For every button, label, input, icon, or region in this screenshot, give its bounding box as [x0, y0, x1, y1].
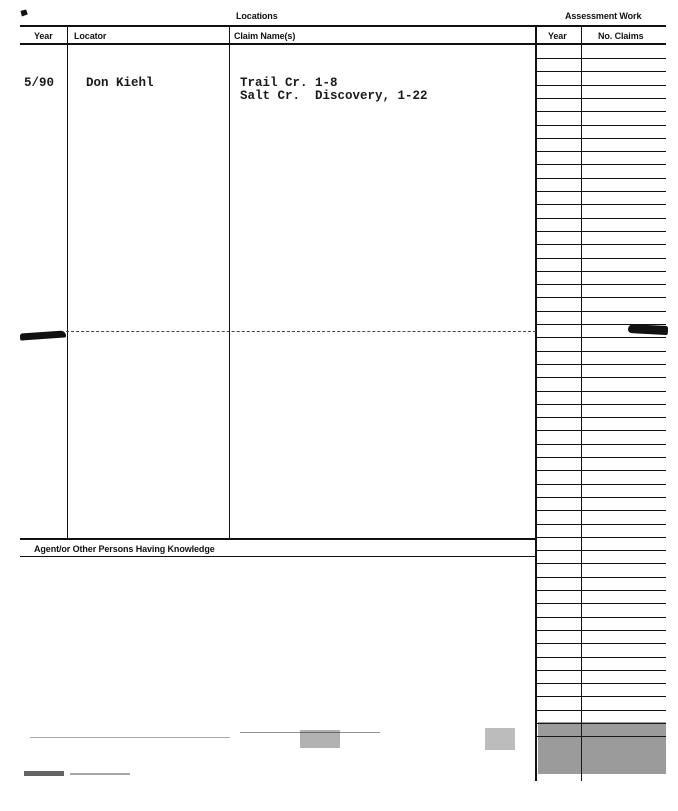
assessment-row-line: [536, 351, 666, 352]
assessment-row-line: [536, 657, 666, 658]
assessment-row-line: [536, 524, 666, 525]
assessment-row-line: [536, 297, 666, 298]
assessment-row-line: [536, 630, 666, 631]
assessment-row-line: [536, 85, 666, 86]
assessment-row-line: [536, 138, 666, 139]
locations-title: Locations: [236, 11, 278, 21]
assessment-row-line: [536, 696, 666, 697]
assessment-row-line: [536, 537, 666, 538]
header-bottom-rule: [20, 43, 666, 45]
assessment-row-line: [536, 470, 666, 471]
col-locator-header: Locator: [74, 31, 107, 41]
agent-top-rule: [20, 538, 536, 540]
col-year-header: Year: [34, 31, 53, 41]
col-no-claims-header: No. Claims: [598, 31, 644, 41]
assessment-row-line: [536, 218, 666, 219]
assessment-row-line: [536, 284, 666, 285]
assessment-row-line: [536, 430, 666, 431]
assessment-row-line: [536, 151, 666, 152]
assessment-row-line: [536, 670, 666, 671]
assessment-row-line: [536, 590, 666, 591]
assessment-row-line: [536, 710, 666, 711]
assessment-row-line: [536, 164, 666, 165]
scan-noise-bottom: [0, 720, 678, 811]
assessment-row-line: [536, 191, 666, 192]
header-top-rule: [20, 25, 666, 27]
fold-line: [66, 331, 536, 332]
assessment-row-line: [536, 337, 666, 338]
assessment-row-line: [536, 577, 666, 578]
assessment-row-line: [536, 377, 666, 378]
assessment-row-line: [536, 258, 666, 259]
record-year: 5/90: [24, 76, 55, 90]
assessment-row-line: [536, 404, 666, 405]
assessment-row-line: [536, 324, 666, 325]
assessment-row-line: [536, 497, 666, 498]
assessment-row-line: [536, 484, 666, 485]
fold-mark-left: [20, 330, 66, 340]
agent-bottom-rule: [20, 556, 536, 557]
assessment-row-line: [536, 391, 666, 392]
assessment-row-line: [536, 204, 666, 205]
assessment-row-line: [536, 244, 666, 245]
agent-section-label: Agent/or Other Persons Having Knowledge: [34, 544, 215, 554]
assessment-row-line: [536, 111, 666, 112]
record-claim-1: Trail Cr. 1-8: [240, 76, 338, 90]
assessment-row-line: [536, 125, 666, 126]
col-assess-year-header: Year: [548, 31, 567, 41]
assessment-row-line: [536, 550, 666, 551]
assessment-row-line: [536, 563, 666, 564]
assessment-row-line: [536, 617, 666, 618]
assessment-row-line: [536, 417, 666, 418]
assessment-row-line: [536, 364, 666, 365]
fold-mark-right: [628, 324, 668, 335]
col-claim-names-header: Claim Name(s): [234, 31, 296, 41]
assessment-row-line: [536, 457, 666, 458]
corner-mark: [19, 8, 29, 18]
assessment-row-line: [536, 510, 666, 511]
divider-locator-claims: [229, 26, 230, 538]
assessment-row-line: [536, 603, 666, 604]
divider-year-locator: [67, 26, 68, 538]
assessment-row-line: [536, 178, 666, 179]
assessment-row-line: [536, 231, 666, 232]
assessment-row-line: [536, 58, 666, 59]
assessment-row-line: [536, 271, 666, 272]
assessment-title: Assessment Work: [565, 11, 642, 21]
assessment-row-line: [536, 683, 666, 684]
assessment-row-line: [536, 444, 666, 445]
assessment-row-line: [536, 71, 666, 72]
assessment-row-line: [536, 98, 666, 99]
record-claim-2: Salt Cr. Discovery, 1-22: [240, 89, 428, 103]
assessment-row-line: [536, 311, 666, 312]
record-locator: Don Kiehl: [86, 76, 154, 90]
assessment-row-line: [536, 643, 666, 644]
